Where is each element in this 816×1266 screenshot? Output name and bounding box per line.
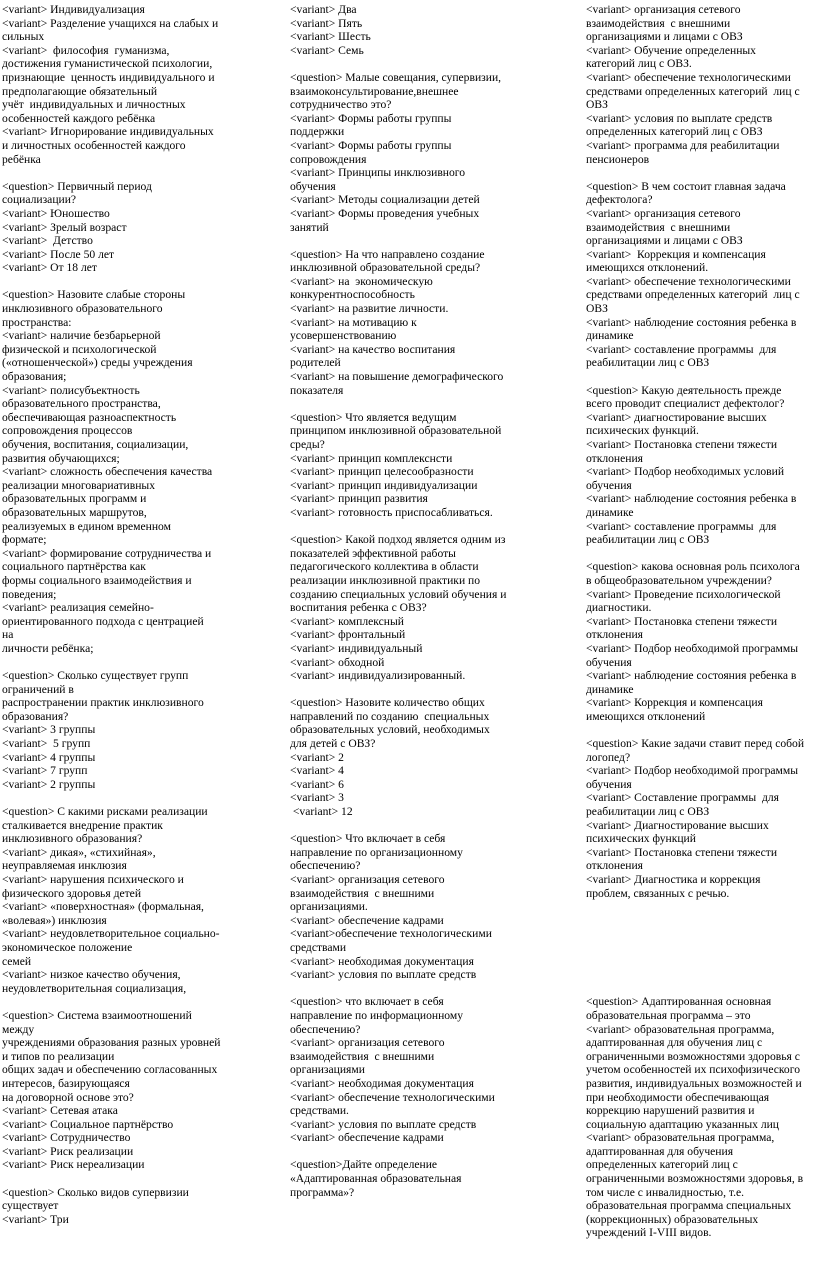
text-line: <variant> Риск нереализации: [2, 1158, 145, 1172]
text-line: категорий лиц с ОВЗ.: [586, 57, 692, 71]
text-line: <variant> 3: [290, 791, 344, 805]
text-line: <variant> Постановка степени тяжести: [586, 614, 778, 628]
text-line: между: [2, 1022, 35, 1036]
text-line: <variant> индивидуализированный.: [290, 669, 466, 683]
text-line: реализуемых в едином временном: [2, 519, 171, 533]
text-line: <variant> образовательная программа,: [586, 1131, 775, 1145]
text-line: средствами определенных категорий лиц с: [586, 288, 800, 302]
text-line: ОВЗ: [586, 98, 608, 112]
text-column-middle: [290, 3, 530, 1199]
blank-line: [586, 914, 814, 928]
text-line: проблем, связанных с речью.: [586, 886, 730, 900]
text-line: <variant> на качество воспитания: [290, 342, 456, 356]
text-line: направление по организационному: [290, 845, 463, 859]
text-line: коррекцию нарушений развития и: [586, 1104, 755, 1118]
text-line: <question> какова основная роль психолога: [586, 560, 800, 574]
text-line: неуправляемая инклюзия: [2, 859, 127, 873]
text-line: сталкивается внедрение практик: [2, 818, 163, 832]
text-line: <variant> 12: [290, 805, 353, 819]
text-line: инклюзивного образования?: [2, 832, 143, 846]
text-line: поведения;: [2, 587, 57, 601]
text-line: <variant> организация сетевого: [290, 1036, 445, 1050]
text-line: ограничений в: [2, 682, 74, 696]
text-line: конкурентноспособность: [290, 288, 415, 302]
text-line: для детей с ОВЗ?: [290, 737, 376, 751]
text-line: образования?: [2, 709, 69, 723]
text-line: реабилитации лиц с ОВЗ: [586, 356, 710, 370]
text-line: взаимоконсультирование,внешнее: [290, 84, 459, 98]
blank-line: [2, 656, 242, 670]
text-line: <variant> организация сетевого: [586, 206, 741, 220]
text-line: логопед?: [586, 750, 631, 764]
text-line: созданию специальных условий обучения и: [290, 587, 507, 601]
text-line: <variant> философия гуманизма,: [2, 43, 170, 57]
text-line: <variant> неудовлетворительное социально-: [2, 927, 220, 941]
text-line: <variant> 2: [290, 750, 344, 764]
text-line: <variant> Формы работы группы: [290, 111, 452, 125]
text-line: инклюзивного образовательного: [2, 302, 163, 316]
text-line: социальную адаптацию указанных лиц: [586, 1117, 780, 1131]
text-line: социализации?: [2, 193, 77, 207]
text-line: ориентированного подхода с центрацией: [2, 614, 204, 628]
text-line: интересов, базирующаяся: [2, 1076, 130, 1090]
text-line: (коррекционных) образовательных: [586, 1212, 759, 1226]
text-line: <variant> условия по выплате средств: [586, 111, 773, 125]
text-line: пространства:: [2, 315, 72, 329]
text-line: <question> Назовите количество общих: [290, 696, 485, 710]
text-line: <variant> необходимая документация: [290, 1076, 474, 1090]
text-line: реабилитации лиц с ОВЗ: [586, 805, 710, 819]
blank-line: [586, 723, 814, 737]
text-line: показателей эффективной работы: [290, 546, 456, 560]
blank-line: [290, 819, 530, 833]
text-line: организациями: [290, 1063, 365, 1077]
text-line: взаимодействия с внешними: [586, 220, 731, 234]
text-line: <variant> формирование сотрудничества и: [2, 546, 212, 560]
text-line: <variant> Постановка степени тяжести: [586, 438, 778, 451]
text-line: <variant> программа для реабилитации: [586, 138, 780, 152]
text-line: <question> что включает в себя: [290, 995, 444, 1009]
text-line: имеющихся отклонений: [586, 709, 706, 723]
text-column-right: [586, 3, 814, 1240]
text-line: <variant> необходимая документация: [290, 954, 474, 968]
text-line: <variant> Два: [290, 3, 357, 16]
text-line: <question> В чем состоит главная задача: [586, 179, 786, 193]
text-line: <question> Первичный период: [2, 179, 152, 193]
text-line: <variant> условия по выплате средств: [290, 968, 477, 982]
blank-line: [290, 683, 530, 697]
blank-line: [290, 982, 530, 996]
text-line: <variant> Пять: [290, 16, 363, 30]
text-line: том числе с инвалидностью, т.е.: [586, 1185, 745, 1199]
text-line: всего проводит специалист дефектолог?: [586, 397, 785, 411]
text-line: <variant> 5 групп: [2, 737, 91, 751]
blank-line: [2, 995, 242, 1009]
text-line: обеспечению?: [290, 1022, 361, 1036]
text-line: в общеобразовательном учреждении?: [586, 573, 772, 587]
text-line: неудовлетворительная социализация,: [2, 981, 187, 995]
text-line: занятий: [290, 220, 329, 234]
text-line: обучения: [290, 179, 336, 193]
text-line: <variant> Подбор необходимой программы: [586, 641, 799, 655]
text-line: организациями.: [290, 900, 368, 914]
text-line: <variant> составление программы для: [586, 342, 777, 356]
text-line: обучения: [586, 655, 632, 669]
text-line: обучения, воспитания, социализации,: [2, 438, 189, 451]
text-line: отклонения: [586, 859, 644, 873]
text-line: <question> Малые совещания, супервизии,: [290, 70, 502, 84]
blank-line: [586, 941, 814, 955]
text-line: обучения: [586, 478, 632, 492]
text-line: <variant> обеспечение кадрами: [290, 1131, 444, 1145]
blank-line: [290, 397, 530, 411]
text-line: «волевая») инклюзия: [2, 913, 107, 927]
text-line: показателя: [290, 383, 344, 397]
text-line: образовательных маршрутов,: [2, 505, 147, 519]
text-line: сотрудничество это?: [290, 98, 392, 112]
text-line: обеспечивающая разноаспектность: [2, 410, 177, 424]
text-line: образовательная программа – это: [586, 1008, 751, 1022]
text-line: <variant> обеспечение технологическими: [586, 70, 791, 84]
text-line: ограниченными возможностями здоровья, в: [586, 1172, 804, 1186]
text-line: сопровождения: [290, 152, 367, 166]
text-line: <variant> полисубъектность: [2, 383, 140, 397]
text-line: учреждениями образования разных уровней: [2, 1036, 221, 1050]
text-line: семей: [2, 954, 32, 968]
text-line: <variant> нарушения психического и: [2, 873, 184, 886]
text-line: поддержки: [290, 125, 345, 139]
text-line: учёт индивидуальных и личностных: [2, 98, 186, 112]
blank-line: [2, 1172, 242, 1186]
text-line: отклонения: [586, 628, 644, 642]
text-line: направлений по созданию специальных: [290, 709, 490, 723]
text-line: учреждений I-VIII видов.: [586, 1226, 712, 1240]
text-line: взаимодействия с внешними: [290, 886, 435, 900]
text-line: <variant> наличие безбарьерной: [2, 329, 161, 343]
text-line: формате;: [2, 533, 47, 547]
text-line: средствами определенных категорий лиц с: [586, 84, 800, 98]
text-line: <variant> Формы проведения учебных: [290, 206, 480, 220]
text-line: <question>Дайте определение: [290, 1158, 438, 1172]
text-line: адаптированная для обучения лиц с: [586, 1036, 763, 1050]
text-line: <variant> обеспечение технологическими: [290, 1090, 495, 1104]
text-line: отклонения: [586, 451, 644, 465]
text-line: динамике: [586, 505, 634, 519]
text-line: развития обучающихся;: [2, 451, 120, 465]
text-line: обучения: [586, 777, 632, 791]
blank-line: [290, 520, 530, 534]
text-line: достижения гуманистической психологии,: [2, 57, 213, 71]
text-line: сильных: [2, 30, 45, 44]
text-line: родителей: [290, 356, 341, 370]
text-line: <variant> 7 групп: [2, 764, 88, 778]
text-line: педагогического коллектива в области: [290, 560, 479, 574]
text-line: <variant> 6: [290, 777, 344, 791]
text-line: дефектолога?: [586, 193, 653, 207]
text-line: <question> Какую деятельность прежде: [586, 383, 782, 397]
text-line: <variant> на мотивацию к: [290, 315, 417, 329]
text-line: предполагающие обязательный: [2, 84, 158, 98]
text-line: <variant> Составление программы для: [586, 791, 779, 805]
text-line: <variant> Сотрудничество: [2, 1131, 131, 1145]
text-line: организациями и лицами с ОВЗ: [586, 234, 743, 248]
text-line: реализации многовариативных: [2, 478, 156, 492]
text-line: <variant> условия по выплате средств: [290, 1117, 477, 1131]
text-line: <variant> реализация семейно-: [2, 601, 154, 615]
text-line: <variant> 4: [290, 764, 344, 778]
text-line: <question> На что направлено создание: [290, 247, 485, 261]
text-line: <variant> Коррекция и компенсация: [586, 247, 766, 261]
text-line: <question> Адаптированная основная: [586, 995, 772, 1009]
text-line: <question> С какими рисками реализации: [2, 805, 208, 819]
text-line: <variant> Постановка степени тяжести: [586, 845, 778, 859]
text-line: <variant> Детство: [2, 234, 93, 248]
text-line: средствами: [290, 940, 347, 954]
text-line: организациями и лицами с ОВЗ: [586, 30, 743, 44]
text-line: <variant> Принципы инклюзивного: [290, 166, 466, 180]
text-line: <variant> Диагностика и коррекция: [586, 873, 761, 886]
text-line: на договорной основе это?: [2, 1090, 134, 1104]
text-line: <variant> принцип целесообразности: [290, 465, 474, 479]
text-line: определенных категорий лиц с ОВЗ: [586, 125, 763, 139]
text-line: личности ребёнка;: [2, 641, 94, 655]
text-line: признающие ценность индивидуального и: [2, 70, 215, 84]
text-line: <variant> составление программы для: [586, 519, 777, 533]
text-line: <variant> Подбор необходимых условий: [586, 465, 785, 479]
text-line: <variant> наблюдение состояния ребенка в: [586, 669, 797, 683]
text-line: и личностных особенностей каждого: [2, 138, 186, 152]
text-line: пенсионеров: [586, 152, 650, 166]
blank-line: [586, 927, 814, 941]
text-line: образовательных условий, необходимых: [290, 723, 490, 737]
text-line: <variant> Формы работы группы: [290, 138, 452, 152]
text-line: <variant> на экономическую: [290, 274, 433, 288]
text-line: физического здоровья детей: [2, 886, 142, 900]
text-line: особенностей каждого ребёнка: [2, 111, 156, 125]
blank-line: [586, 370, 814, 384]
text-line: определенных категорий лиц с: [586, 1158, 738, 1172]
blank-line: [2, 166, 242, 180]
text-line: <question> Назовите слабые стороны: [2, 288, 186, 302]
text-line: физической и психологической: [2, 342, 157, 356]
text-line: обеспечению?: [290, 859, 361, 873]
text-line: <question> Система взаимоотношений: [2, 1008, 192, 1022]
text-line: формы социального взаимодействия и: [2, 573, 192, 587]
blank-line: [2, 275, 242, 289]
text-line: <question> Сколько видов супервизии: [2, 1185, 189, 1199]
text-line: и типов по реализации: [2, 1049, 115, 1063]
text-line: психических функций.: [586, 424, 699, 438]
text-line: ОВЗ: [586, 302, 608, 316]
text-line: <variant> Три: [2, 1212, 69, 1226]
text-line: <variant>обеспечение технологическими: [290, 927, 492, 941]
text-line: <question> Сколько существует групп: [2, 669, 189, 683]
blank-line: [2, 791, 242, 805]
text-line: («отношенческой») среды учреждения: [2, 356, 193, 370]
blank-line: [290, 57, 530, 71]
text-line: <variant> После 50 лет: [2, 247, 115, 261]
text-line: <variant> на повышение демографического: [290, 370, 504, 384]
text-line: <variant> принцип развития: [290, 492, 428, 506]
text-line: <variant> Семь: [290, 43, 364, 57]
blank-line: [586, 547, 814, 561]
text-line: средствами.: [290, 1104, 349, 1118]
text-line: <variant> индивидуальный: [290, 641, 423, 655]
text-line: <variant> Методы социализации детей: [290, 193, 480, 207]
text-line: инклюзивной образовательной среды?: [290, 261, 481, 275]
text-line: взаимодействия с внешними: [586, 16, 731, 30]
text-line: образовательная программа специальных: [586, 1199, 792, 1213]
text-line: <variant> комплексный: [290, 614, 404, 628]
text-line: динамике: [586, 682, 634, 696]
text-line: <variant> Разделение учащихся на слабых и: [2, 16, 219, 30]
text-column-left: [2, 3, 242, 1226]
text-line: усовершенствованию: [290, 329, 397, 343]
text-line: ограниченными возможностями здоровья с: [586, 1049, 800, 1063]
text-line: <variant> Диагностирование высших: [586, 818, 769, 832]
text-line: направление по информационному: [290, 1008, 464, 1022]
text-line: <variant> 2 группы: [2, 777, 96, 791]
text-line: диагностики.: [586, 601, 652, 615]
text-line: <variant> обходной: [290, 655, 385, 669]
text-line: при необходимости обеспечивающая: [586, 1090, 770, 1104]
text-line: <variant> низкое качество обучения,: [2, 968, 181, 982]
text-line: <variant> Зрелый возраст: [2, 220, 127, 234]
text-line: <variant> наблюдение состояния ребенка в: [586, 315, 797, 329]
blank-line: [586, 166, 814, 180]
text-line: общих задач и обеспечению согласованных: [2, 1063, 218, 1077]
text-line: психических функций: [586, 832, 696, 846]
text-line: <question> Какие задачи ставит перед собой: [586, 737, 805, 751]
text-line: <variant> обеспечение технологическими: [586, 274, 791, 288]
text-line: <variant> Риск реализации: [2, 1144, 134, 1158]
text-line: динамике: [586, 329, 634, 343]
text-line: <variant> наблюдение состояния ребенка в: [586, 492, 797, 506]
text-line: социального партнёрства как: [2, 560, 146, 574]
text-line: <question> Что включает в себя: [290, 832, 446, 846]
text-line: образовательного пространства,: [2, 397, 161, 411]
text-line: программа»?: [290, 1185, 355, 1199]
text-line: <question> Что является ведущим: [290, 410, 457, 424]
text-line: на: [2, 628, 14, 642]
text-line: <variant> Юношество: [2, 206, 110, 220]
text-line: <variant> на развитие личности.: [290, 302, 449, 316]
text-line: <variant> обеспечение кадрами: [290, 913, 444, 927]
blank-line: [586, 968, 814, 982]
text-line: принципом инклюзивной образовательной: [290, 424, 502, 438]
text-line: экономическое положение: [2, 940, 133, 954]
text-line: <variant> Коррекция и компенсация: [586, 696, 763, 710]
text-line: воспитания ребенка с ОВЗ?: [290, 601, 427, 615]
text-line: <variant> «поверхностная» (формальная,: [2, 900, 204, 914]
text-line: имеющихся отклонений.: [586, 261, 709, 275]
text-line: <variant> От 18 лет: [2, 261, 97, 275]
text-line: <variant> Сетевая атака: [2, 1104, 118, 1118]
text-line: сопровождения процессов: [2, 424, 133, 438]
text-line: распространении практик инклюзивного: [2, 696, 204, 710]
text-line: «Адаптированная образовательная: [290, 1172, 462, 1186]
text-line: образования;: [2, 370, 67, 384]
text-line: <variant> Обучение определенных: [586, 43, 756, 57]
text-line: <variant> диагностирование высших: [586, 410, 767, 424]
text-line: <variant> 4 группы: [2, 750, 96, 764]
text-line: <variant> сложность обеспечения качества: [2, 465, 213, 479]
text-line: реабилитации лиц с ОВЗ: [586, 533, 710, 547]
text-line: образовательных программ и: [2, 492, 147, 506]
text-line: среды?: [290, 438, 325, 451]
blank-line: [290, 1145, 530, 1159]
text-line: развития, индивидуальных возможностей и: [586, 1076, 802, 1090]
blank-line: [290, 234, 530, 248]
text-line: ребёнка: [2, 152, 41, 166]
text-line: <variant> Социальное партнёрство: [2, 1117, 174, 1131]
text-line: <variant> принцип индивидуализации: [290, 478, 478, 492]
text-line: <variant> принцип комплекснсти: [290, 451, 453, 465]
text-line: <variant> дикая», «стихийная»,: [2, 845, 156, 859]
text-line: <variant> организация сетевого: [290, 873, 445, 886]
text-line: <variant> образовательная программа,: [586, 1022, 775, 1036]
blank-line: [586, 955, 814, 969]
text-line: <variant> Шесть: [290, 30, 371, 44]
text-line: <question> Какой подход является одним из: [290, 533, 506, 547]
text-line: адаптированная для обучения: [586, 1144, 734, 1158]
blank-line: [586, 982, 814, 996]
text-line: <variant> готовность приспосабливаться.: [290, 505, 493, 519]
text-line: <variant> фронтальный: [290, 628, 406, 642]
blank-line: [586, 900, 814, 914]
text-line: учетом особенностей их психофизического: [586, 1063, 800, 1077]
text-line: реализации инклюзивной практики по: [290, 573, 481, 587]
text-line: <variant> организация сетевого: [586, 3, 741, 16]
text-line: существует: [2, 1199, 59, 1213]
text-line: <variant> 3 группы: [2, 723, 96, 737]
text-line: <variant> Индивидуализация: [2, 3, 145, 16]
text-line: <variant> Проведение психологической: [586, 587, 781, 601]
text-line: <variant> Игнорирование индивидуальных: [2, 125, 214, 139]
text-line: <variant> Подбор необходимой программы: [586, 764, 799, 778]
text-line: взаимодействия с внешними: [290, 1049, 435, 1063]
